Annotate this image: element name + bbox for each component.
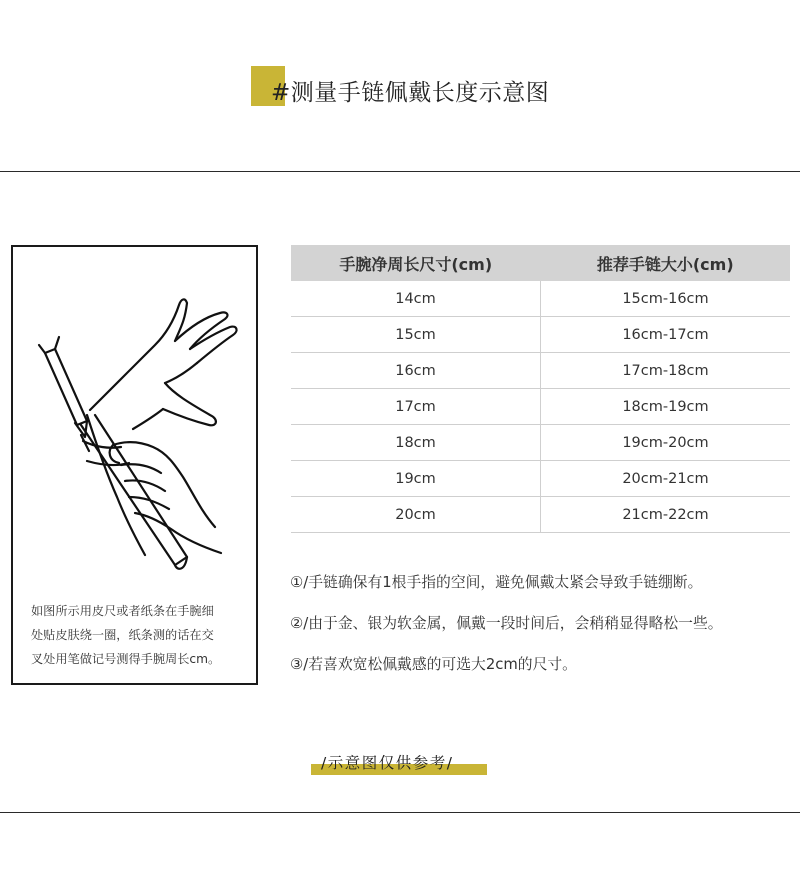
wrist-size-cell: 17cm xyxy=(291,389,541,425)
wrist-size-cell: 18cm xyxy=(291,425,541,461)
note-item: ①/手链确保有1根手指的空间，避免佩戴太紧会导致手链绷断。 xyxy=(290,574,703,591)
bracelet-size-cell: 20cm-21cm xyxy=(541,461,791,497)
illustration-caption xyxy=(31,599,241,671)
bracelet-size-cell: 17cm-18cm xyxy=(541,353,791,389)
bracelet-size-cell: 18cm-19cm xyxy=(541,389,791,425)
bottom-divider xyxy=(0,812,800,813)
wrist-size-cell: 20cm xyxy=(291,497,541,533)
illustration-panel xyxy=(11,245,258,685)
wrist-size-cell: 14cm xyxy=(291,281,541,317)
footer-note: /示意图仅供参考/ xyxy=(321,754,454,772)
wrist-size-cell: 19cm xyxy=(291,461,541,497)
bracelet-size-cell: 19cm-20cm xyxy=(541,425,791,461)
table-row xyxy=(291,353,790,389)
wrist-size-cell: 16cm xyxy=(291,353,541,389)
caption-line: 如图所示用皮尺或者纸条在手腕细 xyxy=(31,604,214,618)
size-table xyxy=(291,245,790,533)
bracelet-size-cell: 16cm-17cm xyxy=(541,317,791,353)
top-divider xyxy=(0,171,800,172)
hand-measuring-wrist-icon xyxy=(25,265,240,595)
note-item: ③/若喜欢宽松佩戴感的可选大2cm的尺寸。 xyxy=(290,656,577,673)
table-header-row xyxy=(291,245,790,281)
table-row xyxy=(291,461,790,497)
notes-list xyxy=(290,571,723,694)
caption-line: 处贴皮肤绕一圈，纸条测的话在交 xyxy=(31,628,214,642)
wrist-size-cell: 15cm xyxy=(291,317,541,353)
header-wrist-size: 手腕净周长尺寸(cm) xyxy=(291,245,541,281)
table-row xyxy=(291,425,790,461)
note-item: ②/由于金、银为软金属，佩戴一段时间后，会稍稍显得略松一些。 xyxy=(290,615,723,632)
table-row xyxy=(291,497,790,533)
bracelet-size-cell: 15cm-16cm xyxy=(541,281,791,317)
bracelet-size-cell: 21cm-22cm xyxy=(541,497,791,533)
page-title: #测量手链佩戴长度示意图 xyxy=(271,80,550,106)
caption-line: 叉处用笔做记号测得手腕周长cm。 xyxy=(31,652,221,666)
table-row xyxy=(291,389,790,425)
table-row xyxy=(291,281,790,317)
header-recommended-size: 推荐手链大小(cm) xyxy=(541,245,791,281)
table-row xyxy=(291,317,790,353)
